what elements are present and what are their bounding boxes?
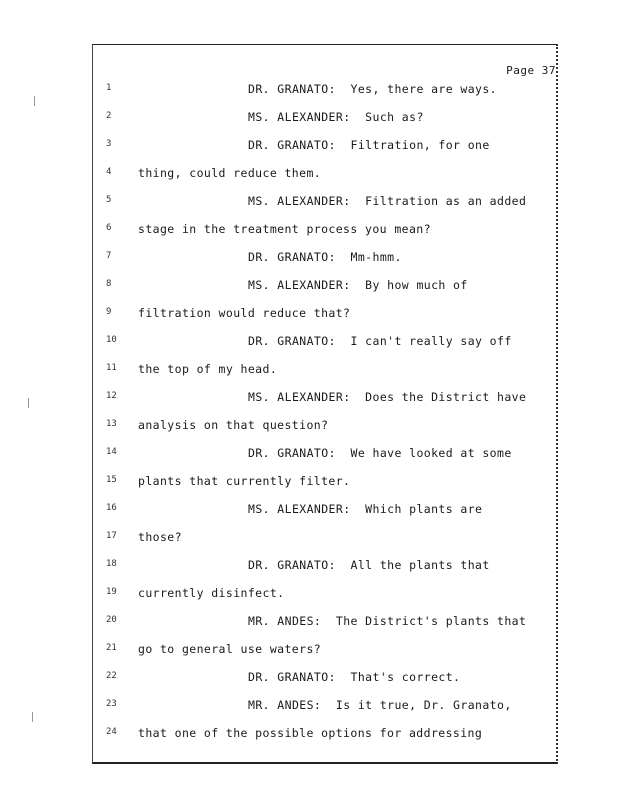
transcript-line [0,614,618,634]
transcript-line [0,166,618,186]
transcript-line [0,698,618,718]
line-number: 14 [106,447,117,457]
line-text: currently disinfect. [138,586,285,600]
transcript-line [0,82,618,102]
line-number: 11 [106,363,117,373]
transcript-line [0,726,618,746]
transcript-line [0,362,618,382]
line-text: MS. ALEXANDER: Which plants are [248,502,483,516]
line-number: 4 [106,167,112,177]
line-text: MS. ALEXANDER: Does the District have [248,390,527,404]
transcript-line [0,418,618,438]
transcript-line [0,558,618,578]
line-number: 18 [106,559,117,569]
line-number: 24 [106,727,117,737]
line-text: DR. GRANATO: All the plants that [248,558,490,572]
line-number: 3 [106,139,112,149]
line-text: MS. ALEXANDER: Filtration as an added [248,194,527,208]
line-number: 10 [106,335,117,345]
line-number: 23 [106,699,117,709]
line-text: analysis on that question? [138,418,329,432]
line-number: 13 [106,419,117,429]
line-text: MS. ALEXANDER: Such as? [248,110,424,124]
transcript-line [0,446,618,466]
line-number: 6 [106,223,112,233]
scan-margin-mark [32,712,37,722]
transcript-line [0,222,618,242]
line-text: DR. GRANATO: That's correct. [248,670,461,684]
line-text: the top of my head. [138,362,278,376]
transcript-line [0,642,618,662]
line-number: 21 [106,643,117,653]
transcript-line [0,194,618,214]
line-text: MS. ALEXANDER: By how much of [248,278,468,292]
line-text: those? [138,530,182,544]
transcript-line [0,530,618,550]
scan-margin-mark [34,96,39,106]
line-number: 19 [106,587,117,597]
line-number: 16 [106,503,117,513]
transcript-line [0,250,618,270]
line-number: 15 [106,475,117,485]
transcript-line [0,502,618,522]
transcript-line [0,670,618,690]
line-text: MR. ANDES: The District's plants that [248,614,527,628]
line-text: MR. ANDES: Is it true, Dr. Granato, [248,698,512,712]
line-text: plants that currently filter. [138,474,351,488]
line-number: 2 [106,111,112,121]
line-text: filtration would reduce that? [138,306,351,320]
transcript-line [0,586,618,606]
transcript-line [0,306,618,326]
line-text: DR. GRANATO: I can't really say off [248,334,512,348]
line-text: DR. GRANATO: Filtration, for one [248,138,490,152]
line-number: 17 [106,531,117,541]
line-number: 22 [106,671,117,681]
line-number: 20 [106,615,117,625]
line-text: stage in the treatment process you mean? [138,222,431,236]
line-number: 7 [106,251,112,261]
line-number: 5 [106,195,112,205]
line-number: 9 [106,307,112,317]
page-number: Page 37 [506,64,556,77]
transcript-line [0,110,618,130]
line-text: DR. GRANATO: We have looked at some [248,446,512,460]
transcript-line [0,138,618,158]
line-number: 12 [106,391,117,401]
transcript-line [0,334,618,354]
scan-margin-mark [28,398,33,408]
transcript-line [0,390,618,410]
line-text: go to general use waters? [138,642,322,656]
transcript-line [0,278,618,298]
transcript-line [0,474,618,494]
line-number: 1 [106,83,112,93]
line-text: thing, could reduce them. [138,166,322,180]
line-text: DR. GRANATO: Mm-hmm. [248,250,402,264]
line-text: DR. GRANATO: Yes, there are ways. [248,82,498,96]
line-text: that one of the possible options for addressing [138,726,483,740]
line-number: 8 [106,279,112,289]
